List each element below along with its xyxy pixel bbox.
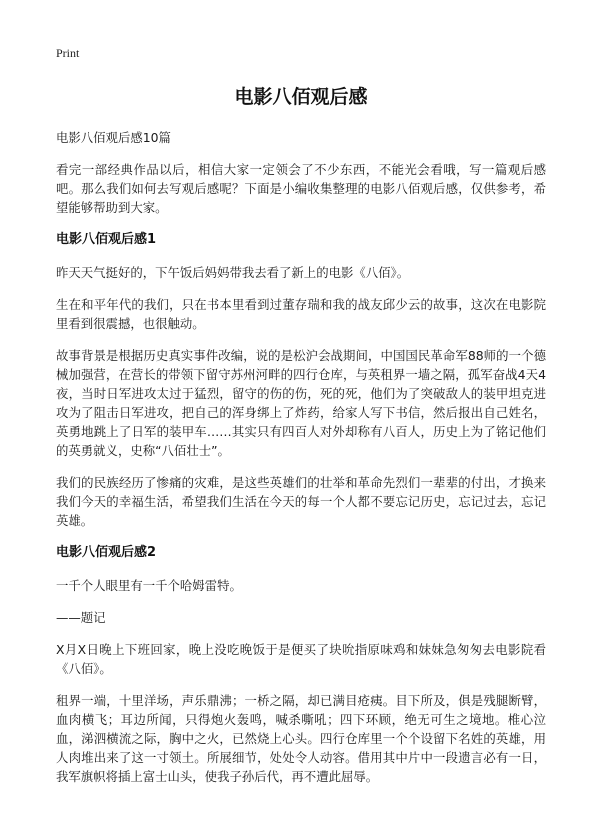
section-heading: 电影八佰观后感2 [56,545,157,560]
paragraph: 一千个人眼里有一千个哈姆雷特。 [56,578,242,593]
document-subtitle: 电影八佰观后感10篇 [56,130,171,145]
page-title: 电影八佰观后感 [234,86,368,108]
print-link[interactable]: Print [56,46,80,60]
intro-paragraph: 看完一部经典作品以后，相信大家一定领会了不少东西，不能光会看哦，写一篇观后感吧。那么我们如何去写观后感呢？下面是小编收集整理的电影八佰观后感，仅供参考，希望能够帮助到大家。 [56,162,546,215]
section-1 [56,230,546,530]
paragraph: 我们的民族经历了惨痛的灾难，是这些英雄们的壮举和革命先烈们一辈辈的付出，才换来我们今天的幸福生活，希望我们生活在今天的每一个人都不要忘记历史，忘记过去，忘记英雄。 [56,475,546,528]
paragraph: 生在和平年代的我们，只在书本里看到过董存瑞和我的战友邱少云的故事，这次在电影院里看到很震撼，也很触动。 [56,297,546,331]
section-2 [56,543,546,786]
paragraph: 租界一端，十里洋场，声乐鼎沸；一桥之隔，却已满目疮痍。目下所及，俱是残腿断臂，血肉横飞；耳边所闻，只得炮火轰鸣，喊杀嘶吼；四下环顾，绝无可生之境地。椎心泣血，涕泗横流之际，胸中之火，已然烧上心头。四行仓库里一个个设留下名姓的英雄，用人肉堆出来了这一寸领土。所展细节，处处令人动容。借用其中片中一段遗言必有一日，我军旗帜将插上富士山头，使我子孙后代，再不遭此屈辱。 [56,693,546,784]
section-heading: 电影八佰观后感1 [56,232,157,247]
paragraph: 故事背景是根据历史真实事件改编，说的是松沪会战期间，中国国民革命军88师的一个德械加强营，在营长的带领下留守苏州河畔的四行仓库，与英租界一墙之隔，孤军奋战4天4夜，当时日军进攻太过于猛烈，留守的伤的伤，死的死，他们为了突破敌人的装甲坦克进攻为了阻击日军进攻，把自己的浑身绑上了炸药，给家人写下书信，然后报出自己姓名，英勇地跳上了日军的装甲车……其实只有四百人对外却称有八百人，历史上为了铭记他们的英勇就义，史称“八佰壮士”。 [56,348,546,458]
epigraph-attribution: ——题记 [56,610,106,625]
paragraph: 昨天天气挺好的，下午饭后妈妈带我去看了新上的电影《八佰》。 [56,265,410,280]
paragraph: X月X日晚上下班回家，晚上没吃晚饭于是便买了块吮指原味鸡和妹妹急匆匆去电影院看《八佰》。 [56,642,546,676]
